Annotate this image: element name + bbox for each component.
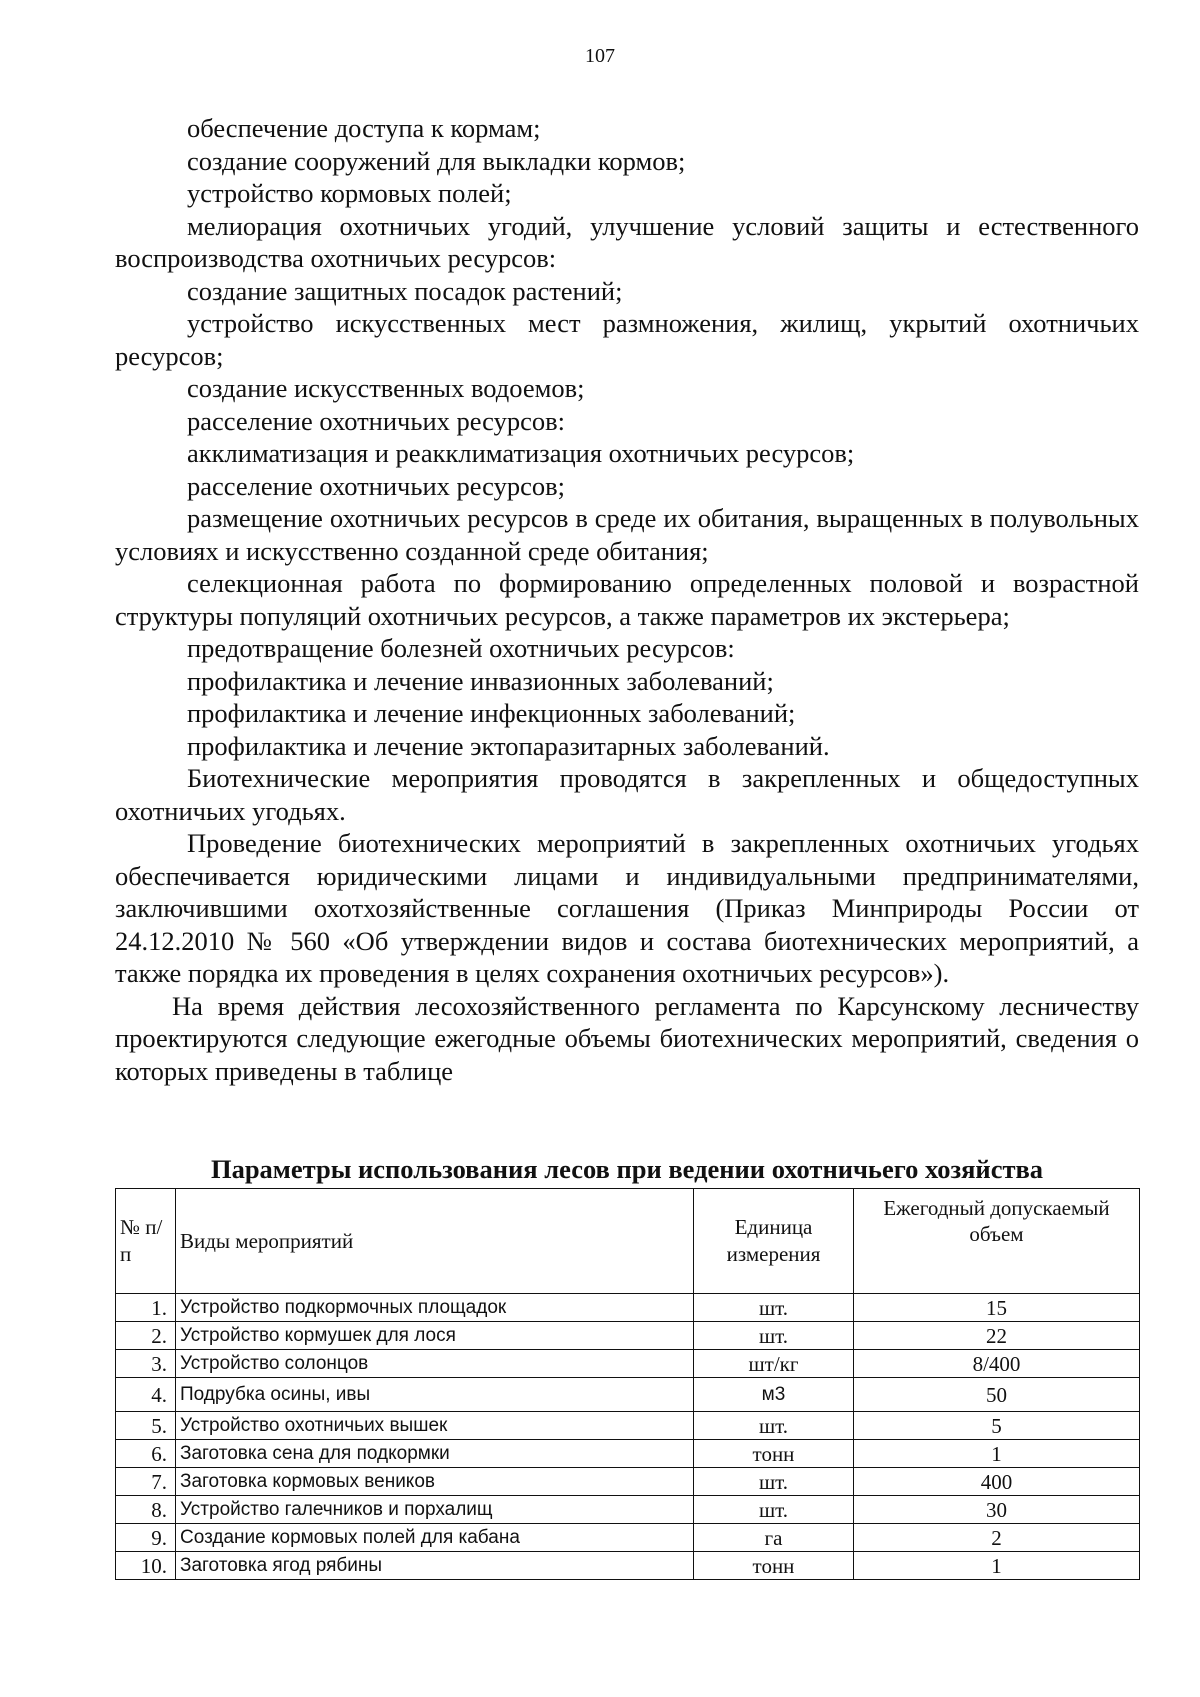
paragraph: создание искусственных водоемов; xyxy=(187,373,585,403)
cell-unit: шт. xyxy=(694,1468,854,1496)
cell-volume: 30 xyxy=(854,1496,1140,1524)
header-volume: Ежегодный допускаемый объем xyxy=(854,1189,1140,1294)
paragraph: мелиорация охотничьих угодий, улучшение условий защиты и естественного воспроизводства охотничьих ресурсов: xyxy=(115,210,1139,273)
table-row xyxy=(116,1524,1140,1552)
page-number: 107 xyxy=(585,45,615,67)
cell-unit: м3 xyxy=(694,1378,854,1412)
paragraph: расселение охотничьих ресурсов: xyxy=(187,405,565,436)
cell-name: Устройство солонцов xyxy=(176,1350,694,1378)
paragraph: предотвращение болезней охотничьих ресурсов: xyxy=(187,633,735,663)
cell-name: Устройство охотничьих вышек xyxy=(176,1412,694,1440)
table-row xyxy=(116,1496,1140,1524)
cell-unit: шт. xyxy=(694,1412,854,1440)
table-row xyxy=(116,1294,1140,1322)
paragraph: создание защитных посадок растений; xyxy=(187,275,623,306)
cell-name: Заготовка сена для подкормки xyxy=(176,1440,694,1468)
cell-volume: 50 xyxy=(854,1378,1140,1412)
cell-volume: 400 xyxy=(854,1468,1140,1496)
cell-unit: тонн xyxy=(694,1440,854,1468)
paragraph: устройство кормовых полей; xyxy=(187,178,512,208)
table-row xyxy=(116,1552,1140,1580)
paragraph: профилактика и лечение инфекционных заболеваний; xyxy=(187,698,796,728)
cell-unit: тонн xyxy=(694,1552,854,1580)
cell-unit: га xyxy=(694,1524,854,1552)
cell-volume: 1 xyxy=(854,1552,1140,1580)
paragraph: На время действия лесохозяйственного регламента по Карсунскому лесничеству проектируются следующие ежегодные объемы биотехнических мероприятий, сведения о которых приведены в таблице xyxy=(115,990,1139,1086)
cell-num: 5. xyxy=(116,1412,176,1440)
cell-volume: 1 xyxy=(854,1440,1140,1468)
paragraph: профилактика и лечение инвазионных заболеваний; xyxy=(187,665,774,696)
paragraph: Биотехнические мероприятия проводятся в закрепленных и общедоступных охотничьих угодьях. xyxy=(115,763,1139,826)
cell-unit: шт. xyxy=(694,1294,854,1322)
paragraph: устройство искусственных мест размножения, жилищ, укрытий охотничьих ресурсов; xyxy=(115,308,1139,371)
paragraph: обеспечение доступа к кормам; xyxy=(187,113,541,143)
parameters-table xyxy=(115,1188,1140,1580)
cell-name: Заготовка ягод рябины xyxy=(176,1552,694,1580)
cell-num: 2. xyxy=(116,1322,176,1350)
paragraph: Проведение биотехнических мероприятий в закрепленных охотничьих угодьях обеспечивается юридическими лицами и индивидуальными предпринимателями, заключившими охотхозяйственные соглашения (Приказ Минприроды России от 24.12.2010 № 560 «Об утверждении видов и состава биотехнических мероприятий, а также порядка их проведения в целях сохранения охотничьих ресурсов»). xyxy=(115,828,1139,988)
cell-unit: шт. xyxy=(694,1496,854,1524)
cell-unit: шт. xyxy=(694,1322,854,1350)
header-name: Виды мероприятий xyxy=(176,1189,694,1294)
table-row xyxy=(116,1412,1140,1440)
table-title: Параметры использования лесов при ведении охотничьего хозяйства xyxy=(210,1154,1044,1184)
cell-num: 10. xyxy=(116,1552,176,1580)
header-num: № п/п xyxy=(116,1189,176,1294)
table-row xyxy=(116,1350,1140,1378)
cell-volume: 2 xyxy=(854,1524,1140,1552)
cell-name: Создание кормовых полей для кабана xyxy=(176,1524,694,1552)
cell-name: Подрубка осины, ивы xyxy=(176,1378,694,1412)
cell-name: Заготовка кормовых веников xyxy=(176,1468,694,1496)
cell-unit: шт/кг xyxy=(694,1350,854,1378)
cell-num: 3. xyxy=(116,1350,176,1378)
body-text xyxy=(115,112,1139,1087)
paragraph: селекционная работа по формированию определенных половой и возрастной структуры популяций охотничьих ресурсов, а также параметров их экстерьера; xyxy=(115,568,1139,631)
cell-volume: 5 xyxy=(854,1412,1140,1440)
cell-num: 6. xyxy=(116,1440,176,1468)
cell-num: 9. xyxy=(116,1524,176,1552)
cell-name: Устройство галечников и порхалищ xyxy=(176,1496,694,1524)
cell-volume: 8/400 xyxy=(854,1350,1140,1378)
paragraph: профилактика и лечение эктопаразитарных заболеваний. xyxy=(187,730,830,761)
table-row xyxy=(116,1378,1140,1412)
cell-volume: 15 xyxy=(854,1294,1140,1322)
cell-num: 7. xyxy=(116,1468,176,1496)
cell-name: Устройство кормушек для лося xyxy=(176,1322,694,1350)
paragraph: размещение охотничьих ресурсов в среде их обитания, выращенных в полувольных условиях и искусственно созданной среде обитания; xyxy=(115,503,1139,566)
table-header-row xyxy=(116,1189,1140,1294)
cell-num: 1. xyxy=(116,1294,176,1322)
paragraph: создание сооружений для выкладки кормов; xyxy=(187,145,686,176)
paragraph: расселение охотничьих ресурсов; xyxy=(187,470,565,501)
cell-num: 8. xyxy=(116,1496,176,1524)
cell-volume: 22 xyxy=(854,1322,1140,1350)
table-row xyxy=(116,1468,1140,1496)
cell-name: Устройство подкормочных площадок xyxy=(176,1294,694,1322)
header-unit: Единица измерения xyxy=(694,1189,854,1294)
cell-num: 4. xyxy=(116,1378,176,1412)
table-row xyxy=(116,1322,1140,1350)
paragraph: акклиматизация и реакклиматизация охотничьих ресурсов; xyxy=(187,438,855,468)
table-row xyxy=(116,1440,1140,1468)
